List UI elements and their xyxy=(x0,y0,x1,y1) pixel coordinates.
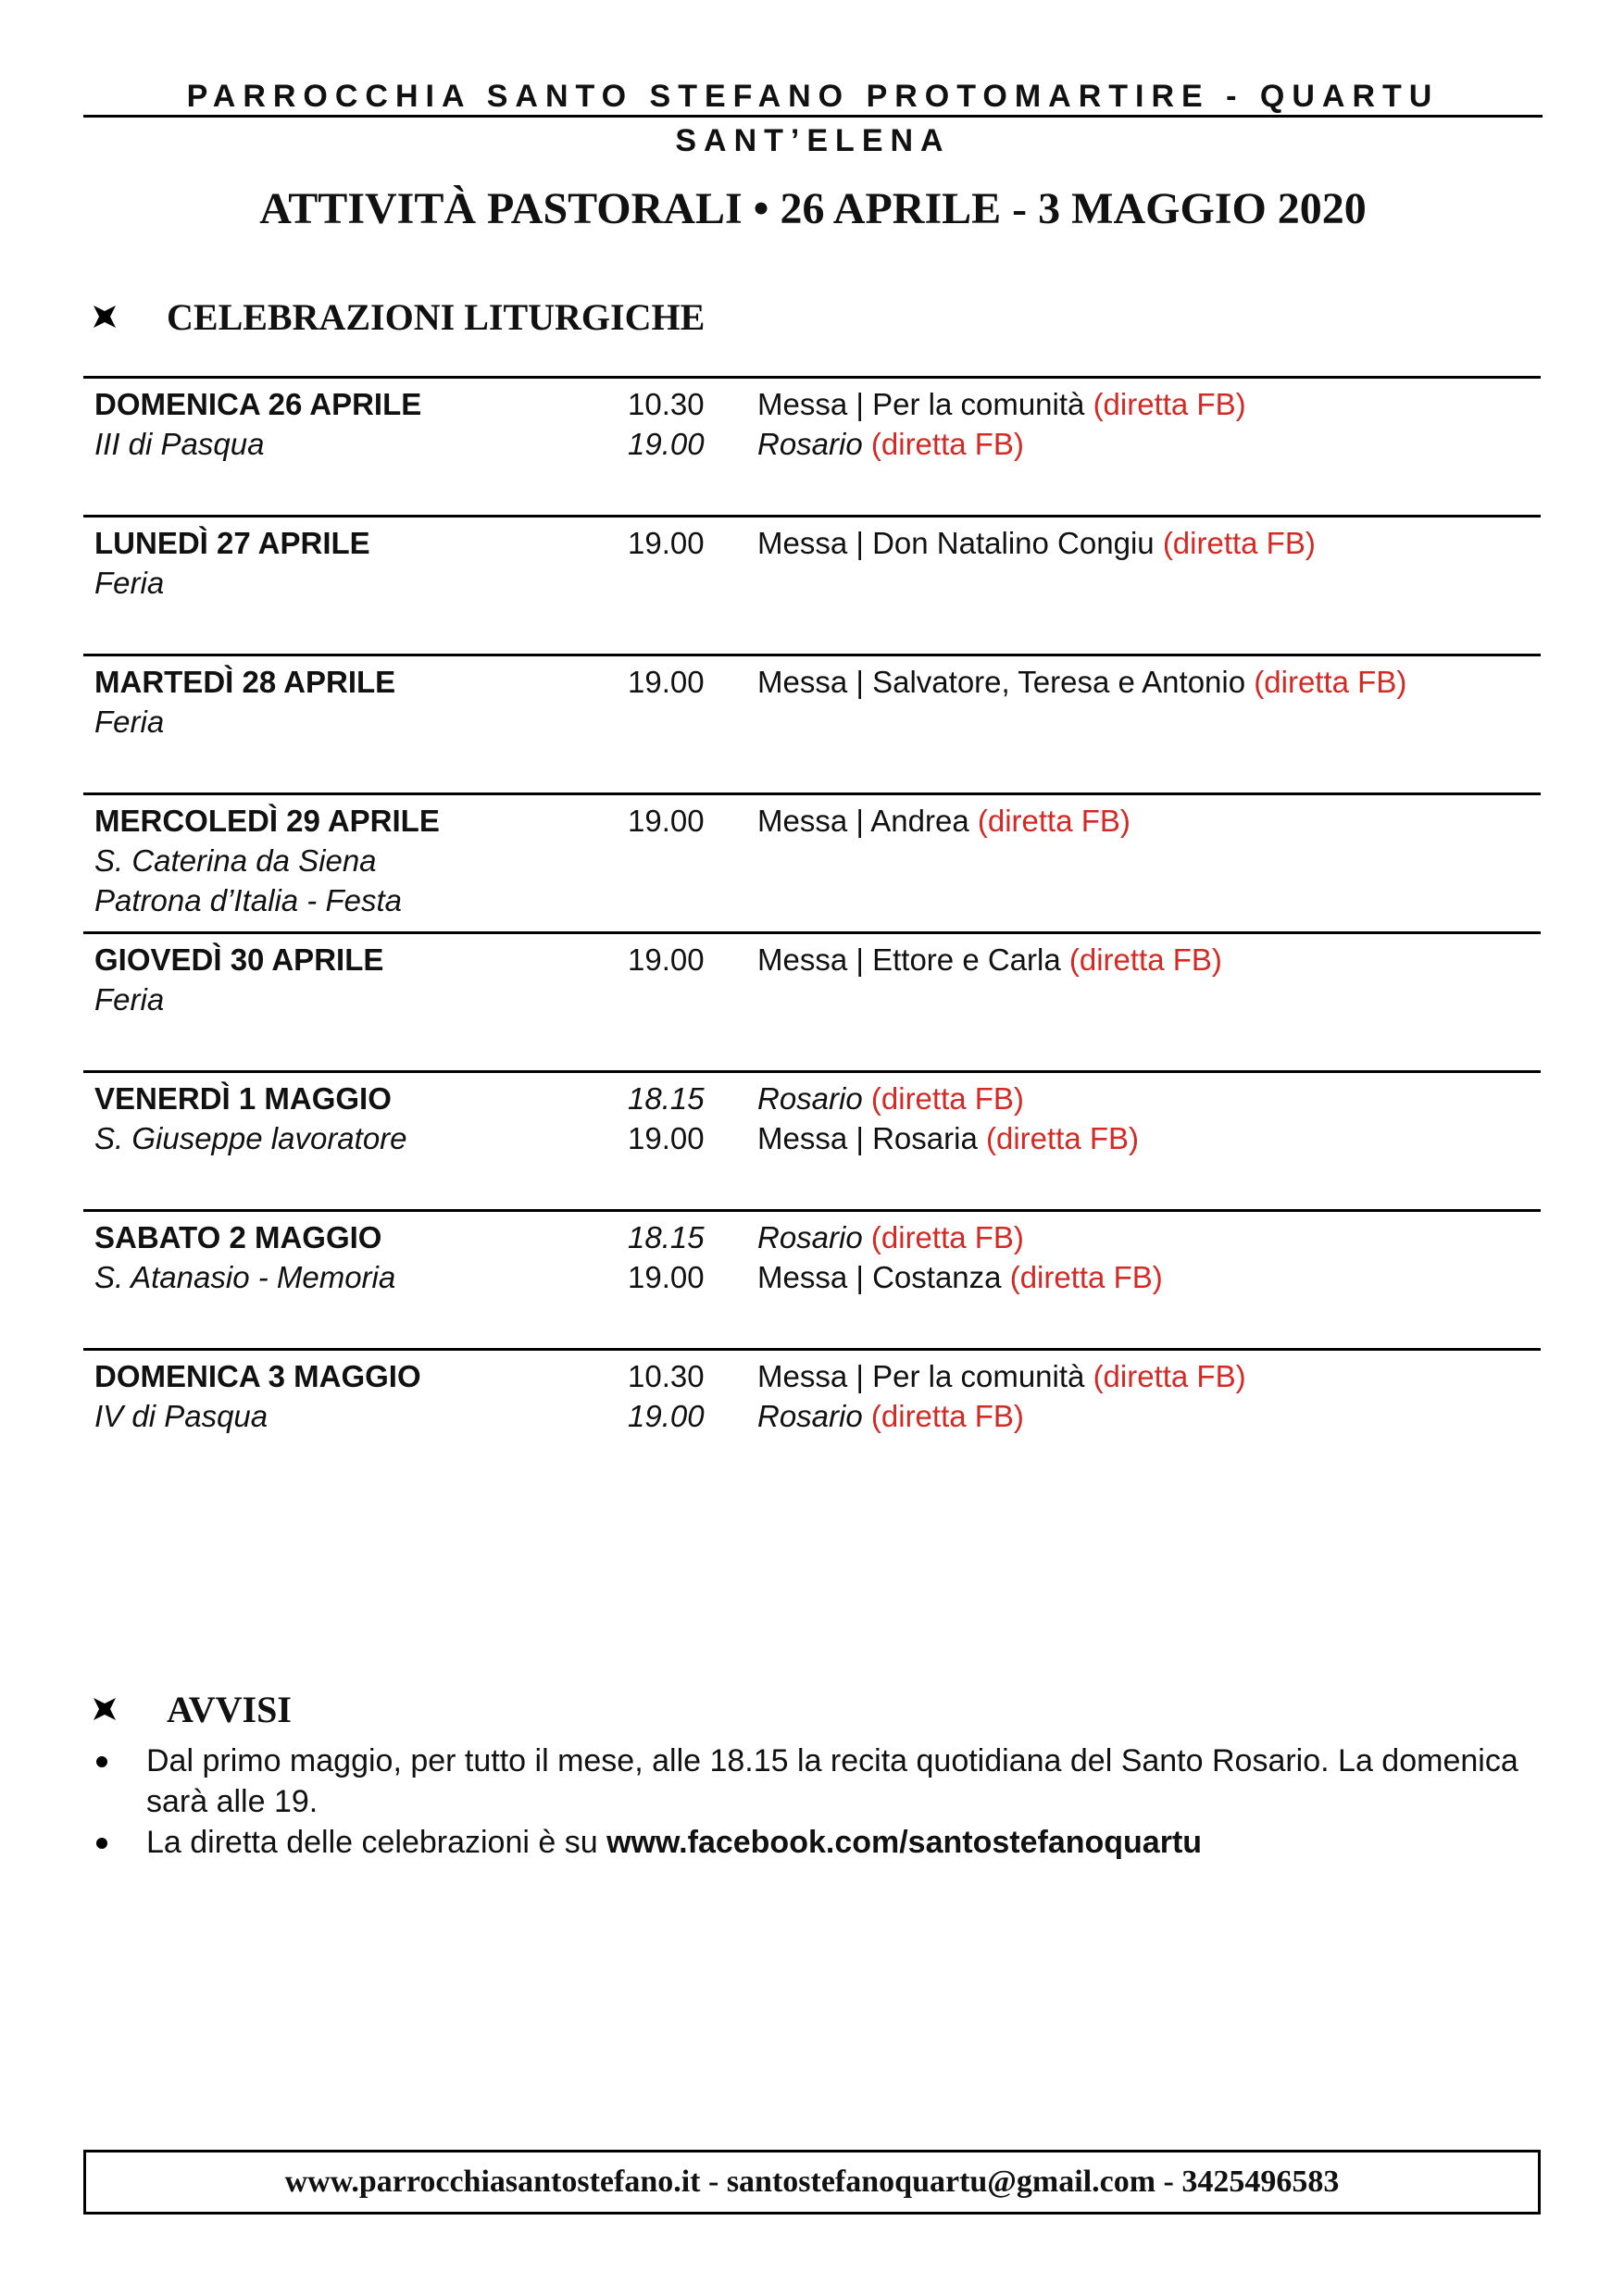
day-row xyxy=(83,931,1541,1070)
day-liturgy: S. Caterina da Siena xyxy=(94,843,377,878)
event-text: Messa | Ettore e Carla xyxy=(757,942,1061,977)
live-badge: (diretta FB) xyxy=(870,1399,1024,1433)
events-list xyxy=(628,523,1535,563)
live-badge: (diretta FB) xyxy=(870,1220,1024,1254)
event-text: Messa | Rosaria xyxy=(757,1121,978,1155)
event-time: 19.00 xyxy=(628,804,705,838)
day-name: MARTEDÌ 28 APRILE xyxy=(94,665,396,699)
event-description xyxy=(757,384,1535,424)
day-row xyxy=(83,1070,1541,1209)
day-name: MERCOLEDÌ 29 APRILE xyxy=(94,804,440,838)
day-info xyxy=(94,662,613,742)
event-item xyxy=(628,523,1535,563)
event-text: Rosario xyxy=(757,1399,863,1433)
notice-item xyxy=(93,1822,1537,1863)
notice-text: Dal primo maggio, per tutto il mese, alle 18.15 la recita quotidiana del Santo Rosario. La domenica sarà alle 19. xyxy=(146,1743,1518,1819)
day-liturgy: Patrona d’Italia - Festa xyxy=(94,883,402,917)
event-description xyxy=(757,523,1535,563)
event-text: Messa | Per la comunità xyxy=(757,1359,1085,1393)
event-time: 19.00 xyxy=(628,1121,705,1155)
schedule-table xyxy=(83,376,1541,1487)
event-time: 19.00 xyxy=(628,665,705,699)
events-list xyxy=(628,801,1535,841)
notices-list xyxy=(93,1741,1537,1863)
day-name: GIOVEDÌ 30 APRILE xyxy=(94,942,384,977)
events-list xyxy=(628,1079,1535,1158)
celebrations-heading-label: CELEBRAZIONI LITURGICHE xyxy=(167,295,706,338)
event-description xyxy=(757,801,1535,841)
day-info xyxy=(94,523,613,603)
footer-contacts: www.parrocchiasantostefano.it - santostefanoquartu@gmail.com - 3425496583 xyxy=(83,2150,1541,2215)
live-badge: (diretta FB) xyxy=(1254,665,1407,699)
day-liturgy: IV di Pasqua xyxy=(94,1399,269,1433)
event-description xyxy=(757,1396,1535,1436)
event-text: Rosario xyxy=(757,1220,863,1254)
day-row xyxy=(83,1209,1541,1348)
day-row xyxy=(83,654,1541,792)
event-item xyxy=(628,384,1535,424)
notice-item xyxy=(93,1741,1537,1822)
event-text: Messa | Andrea xyxy=(757,804,969,838)
event-item xyxy=(628,1217,1535,1257)
day-liturgy: Feria xyxy=(94,982,165,1017)
events-list xyxy=(628,1356,1535,1436)
live-badge: (diretta FB) xyxy=(1009,1260,1163,1294)
day-info xyxy=(94,940,613,1019)
notices-heading xyxy=(93,1681,292,1737)
day-info xyxy=(94,384,613,464)
live-badge: (diretta FB) xyxy=(986,1121,1140,1155)
event-time: 10.30 xyxy=(628,387,705,421)
day-info xyxy=(94,1079,613,1158)
page-title: ATTIVITÀ PASTORALI • 26 APRILE - 3 MAGGIO 2020 xyxy=(259,184,1367,233)
day-name: DOMENICA 26 APRILE xyxy=(94,387,422,421)
day-liturgy: III di Pasqua xyxy=(94,427,265,461)
day-liturgy: S. Giuseppe lavoratore xyxy=(94,1121,407,1155)
live-badge: (diretta FB) xyxy=(1093,387,1246,421)
day-liturgy: S. Atanasio - Memoria xyxy=(94,1260,396,1294)
day-name: DOMENICA 3 MAGGIO xyxy=(94,1359,421,1393)
event-text: Messa | Costanza xyxy=(757,1260,1002,1294)
day-info xyxy=(94,1356,613,1436)
event-text: Rosario xyxy=(757,427,863,461)
day-name: VENERDÌ 1 MAGGIO xyxy=(94,1081,392,1116)
day-name: LUNEDÌ 27 APRILE xyxy=(94,526,370,560)
day-info xyxy=(94,801,613,920)
event-item xyxy=(628,940,1535,980)
parish-header: PARROCCHIA SANTO STEFANO PROTOMARTIRE - QUARTU SANT’ELENA xyxy=(186,79,1440,158)
fleuron-icon xyxy=(93,1697,117,1721)
event-time: 18.15 xyxy=(628,1081,705,1116)
event-description xyxy=(757,1257,1535,1297)
day-info xyxy=(94,1217,613,1297)
event-text: Messa | Per la comunità xyxy=(757,387,1085,421)
event-time: 10.30 xyxy=(628,1359,705,1393)
event-item xyxy=(628,1079,1535,1118)
live-badge: (diretta FB) xyxy=(1162,526,1316,560)
event-description xyxy=(757,662,1535,702)
event-item xyxy=(628,662,1535,702)
event-description xyxy=(757,1217,1535,1257)
events-list xyxy=(628,662,1535,702)
live-badge: (diretta FB) xyxy=(1068,942,1222,977)
day-row xyxy=(83,515,1541,654)
event-time: 18.15 xyxy=(628,1220,705,1254)
live-badge: (diretta FB) xyxy=(1093,1359,1246,1393)
event-text: Rosario xyxy=(757,1081,863,1116)
day-row xyxy=(83,1348,1541,1487)
notices-heading-label: AVVISI xyxy=(167,1688,292,1730)
day-name: SABATO 2 MAGGIO xyxy=(94,1220,382,1254)
events-list xyxy=(628,1217,1535,1297)
event-item xyxy=(628,1118,1535,1158)
notice-link: www.facebook.com/santostefanoquartu xyxy=(606,1825,1203,1860)
live-badge: (diretta FB) xyxy=(870,1081,1024,1116)
event-time: 19.00 xyxy=(628,1260,705,1294)
event-text: Messa | Salvatore, Teresa e Antonio xyxy=(757,665,1246,699)
event-item xyxy=(628,1356,1535,1396)
events-list xyxy=(628,384,1535,464)
event-time: 19.00 xyxy=(628,1399,705,1433)
event-time: 19.00 xyxy=(628,526,705,560)
celebrations-heading xyxy=(93,289,705,344)
fleuron-icon xyxy=(93,305,117,329)
live-badge: (diretta FB) xyxy=(977,804,1131,838)
day-row xyxy=(83,376,1541,515)
event-description xyxy=(757,940,1535,980)
header-rule xyxy=(83,115,1543,118)
event-item xyxy=(628,801,1535,841)
day-liturgy: Feria xyxy=(94,705,165,739)
live-badge: (diretta FB) xyxy=(870,427,1024,461)
event-text: Messa | Don Natalino Congiu xyxy=(757,526,1155,560)
event-description xyxy=(757,424,1535,464)
event-description xyxy=(757,1356,1535,1396)
event-item xyxy=(628,424,1535,464)
event-time: 19.00 xyxy=(628,427,705,461)
event-time: 19.00 xyxy=(628,942,705,977)
event-description xyxy=(757,1079,1535,1118)
event-item xyxy=(628,1396,1535,1436)
day-row xyxy=(83,792,1541,931)
events-list xyxy=(628,940,1535,980)
event-description xyxy=(757,1118,1535,1158)
day-liturgy: Feria xyxy=(94,566,165,600)
event-item xyxy=(628,1257,1535,1297)
notice-text: La diretta delle celebrazioni è su xyxy=(146,1825,607,1860)
